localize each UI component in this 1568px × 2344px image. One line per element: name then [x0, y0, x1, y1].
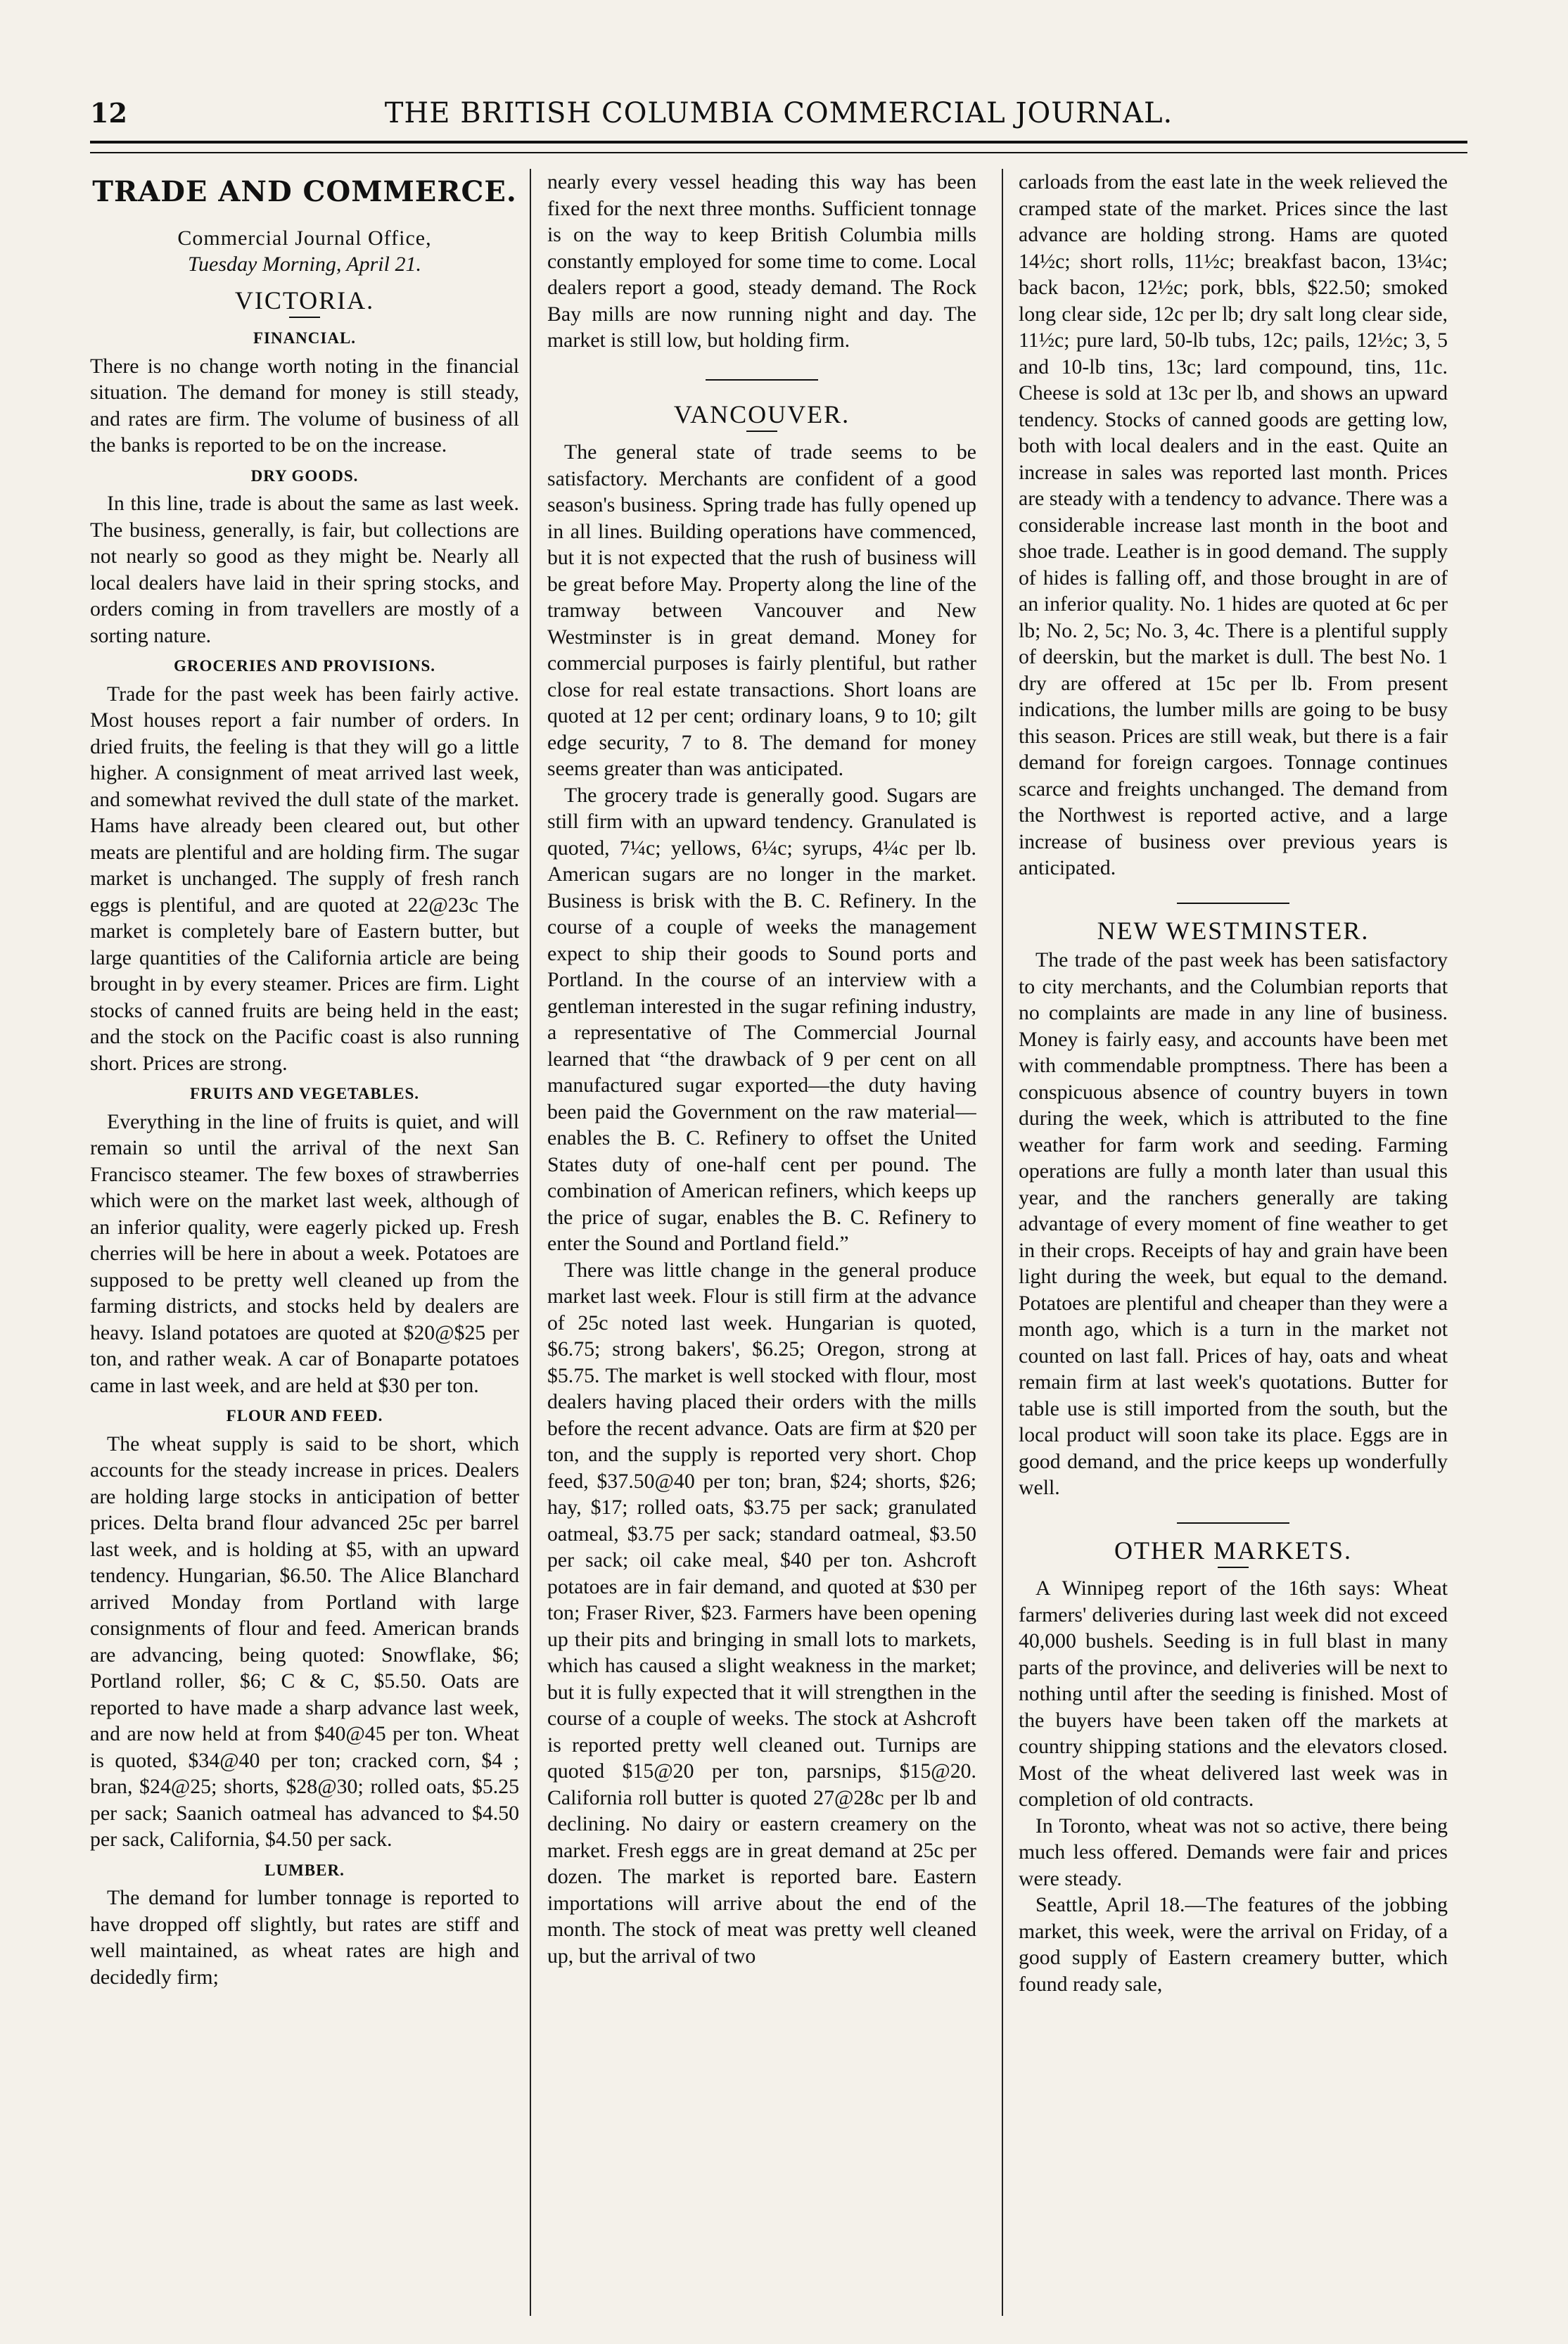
subhead-flour: FLOUR AND FEED. [226, 1407, 383, 1425]
column-1 [90, 169, 519, 2321]
paragraph-financial: There is no change worth noting in the financial situation. The demand for money is still steady, and rates are firm. The volume of business of all the banks is reported to be on the increase. [90, 354, 519, 457]
journal-title: THE BRITISH COLUMBIA COMMERCIAL JOURNAL. [384, 97, 1173, 129]
subhead-financial: FINANCIAL. [253, 329, 357, 347]
paragraph-toronto: In Toronto, wheat was not so active, there being much less offered. Demands were fair and prices were steady. [1019, 1814, 1448, 1890]
section-separator [706, 379, 818, 381]
subhead-fruits: FRUITS AND VEGETABLES. [190, 1085, 419, 1102]
city-heading-new-westminster: NEW WESTMINSTER. [1097, 916, 1370, 945]
paragraph-flour: The wheat supply is said to be short, which accounts for the steady increase in prices. Dealers are holding large stocks in anticipation of better prices. Delta brand flour advanced 25c per barrel last week, and is holding at $5, with an upward tendency. Hungarian, $6.50. The Alice Blanchard arrived Monday from Portland with large consignments of flour and feed. American brands are advancing, being quoted: Snowflake, $6; Portland roller, $6; C & C, $5.50. Oats are reported to have made a sharp advance last week, and are now held at from $40@45 per ton. Wheat is quoted, $34@40 per ton; cracked corn, $4 ; bran, $24@25; shorts, $28@30; rolled oats, $5.25 per sack; Saanich oatmeal has advanced to $4.50 per sack, California, $4.50 per sack. [90, 1432, 519, 1851]
header-rule-thick [90, 141, 1467, 144]
subhead-groceries: GROCERIES AND PROVISIONS. [174, 657, 435, 675]
paragraph-new-westminster: The trade of the past week has been satisfactory to city merchants, and the Columbian reports that no complaints are made in any line of business. Money is fairly easy, and accounts have been met with commendable promptness. There has been a conspicuous absence of country buyers in town during the week, which is attributed to the fine weather for farm work and seeding. Farming operations are fully a month later than usual this year, and the ranchers generally are taking advantage of every moment of fine weather to get in their crops. Receipts of hay and grain have been light during the week, but equal to the demand. Potatoes are plentiful and cheaper than they were a month ago, which is a turn in the market not counted on last fall. Prices of hay, oats and wheat remain firm at last week's quotations. Butter for table use is still imported from the south, but the local product will soon take its place. Eggs are in good demand, and the price keeps up wonderfully well. [1019, 948, 1448, 1499]
city-heading-vancouver: VANCOUVER. [673, 400, 850, 428]
subhead-dry-goods: DRY GOODS. [250, 466, 359, 485]
paragraph-vancouver-general: The general state of trade seems to be satisfactory. Merchants are confident of a good season's business. Spring trade has fully opened up in all lines. Building operations have commenced, but it is not expected that the rush of business will be great before May. Property along the line of the tramway between Vancouver and New Westminster is in great demand. Money for commercial purposes is fairly plentiful, but rather close for real estate transactions. Short loans are quoted at 12 per cent; ordinary loans, 9 to 10; gilt edge security, 7 to 8. The demand for money seems greater than was anticipated. [547, 440, 976, 780]
short-rule [1218, 1567, 1249, 1568]
dateline: Tuesday Morning, April 21. [188, 253, 421, 276]
paragraph-seattle: Seattle, April 18.—The features of the jobbing market, this week, were the arrival on Friday, of a good supply of Eastern creamery butter, which found ready sale, [1019, 1893, 1448, 1996]
paragraph-vancouver-produce: There was little change in the general produce market last week. Flour is still firm at the advance of 25c noted last week. Hungarian is quoted, $6.75; strong bakers', $6.25; Oregon, strong at $5.75. The market is well stocked with flour, most dealers having placed their orders with the mills before the recent advance. Oats are firm at $20 per ton, and the supply is reported very short. Chop feed, $37.50@40 per ton; bran, $24; shorts, $26; hay, $17; rolled oats, $3.75 per sack; granulated oatmeal, $3.75 per sack; standard oatmeal, $3.50 per sack; oil cake meal, $40 per ton. Ashcroft potatoes are in fair demand, and quoted at $30 per ton; Fraser River, $23. Farmers have been opening up their pits and bringing in small lots to markets, which has caused a slight weakness in the market; but it is fully expected that it will strengthen in the course of a couple of weeks. The stock at Ashcroft is reported pretty well cleaned out. Turnips are quoted $15@20 per ton, parsnips, $15@20. California roll butter is quoted 27@28c per lb and declining. No dairy or eastern creamery on the market. Fresh eggs are in great demand at 25c per dozen. The market is reported bare. Eastern importations will arrive about the end of the month. The stock of meat was pretty well cleaned up, but the arrival of two [547, 1258, 976, 1968]
page-header [90, 97, 1467, 139]
paragraph-lumber: The demand for lumber tonnage is reported to have dropped off slightly, but rates are stiff and well maintained, as wheat rates are high and decidedly firm; [90, 1886, 519, 1989]
city-heading-victoria: VICTORIA. [234, 286, 375, 314]
office-line: Commercial Journal Office, [177, 226, 432, 250]
short-rule [746, 431, 777, 432]
column-divider-2 [1002, 169, 1003, 2316]
column-3 [1019, 169, 1448, 2321]
paragraph-winnipeg: A Winnipeg report of the 16th says: Wheat farmers' deliveries during last week did not exceed 40,000 bushels. Seeding is in full blast in many parts of the province, and deliveries will be next to nothing until after the seeding is finished. Most of the buyers have been taken off the markets at country shipping stations and the elevators closed. Most of the wheat delivered last week was in completion of old contracts. [1019, 1577, 1448, 1811]
heading-other-markets: OTHER MARKETS. [1114, 1536, 1352, 1565]
page-number: 12 [90, 97, 127, 129]
paragraph-dry-goods: In this line, trade is about the same as last week. The business, generally, is fair, but collections are not nearly so good as they might be. Nearly all local dealers have laid in their spring stocks, and orders coming in from travellers are mostly of a sorting nature. [90, 492, 519, 647]
paragraph-vancouver-cont: carloads from the east late in the week relieved the cramped state of the market. Prices since the last advance are holding strong. Hams are quoted 14½c; short rolls, 11½c; breakfast bacon, 13¼c; back bacon, 12½c; pork, bbls, $22.50; smoked long clear side, 12c per lb; dry salt long clear side, 11½c; pure lard, 50-lb tubs, 12c; pails, 12½c; 3, 5 and 10-lb tins, 13c; lard compound, tins, 11c. Cheese is sold at 13c per lb, and shows an upward tendency. Stocks of canned goods are getting low, both with local dealers and in the east. Quite an increase in sales was reported last month. Prices are steady with a tendency to advance. There was a considerable increase last month in the boot and shoe trade. Leather is in good demand. The supply of hides is falling off, and those brought in are of an inferior quality. No. 1 hides are quoted at 6c per lb; No. 2, 5c; No. 3, 4c. There is a plentiful supply of deerskin, but the market is dull. The best No. 1 dry are offered at 15c per lb. From present indications, the lumber mills are going to be busy this season. Prices are still weak, but there is a fair demand for foreign cargoes. Tonnage continues scarce and freights unchanged. The demand from the Northwest is reported active, and a large increase of business over previous years is anticipated. [1019, 170, 1448, 879]
header-rule-thin [90, 152, 1467, 153]
section-separator [1177, 903, 1289, 904]
paragraph-groceries: Trade for the past week has been fairly active. Most houses report a fair number of orders. In dried fruits, the feeling is that they will go a little higher. A consignment of meat arrived last week, and somewhat revived the dull state of the market. Hams have already been cleared out, but other meats are plentiful and are holding firm. The sugar market is unchanged. The supply of fresh ranch eggs is plentiful, and are quoted at 22@23c The market is completely bare of Eastern butter, but large quantities of the California article are being brought in by every steamer. Prices are firm. Light stocks of canned fruits are being held in the east; and the stock on the Pacific coast is also running short. Prices are strong. [90, 682, 519, 1075]
section-heading-trade: TRADE AND COMMERCE. [92, 175, 517, 208]
paragraph-fruits: Everything in the line of fruits is quiet, and will remain so until the arrival of the next San Francisco steamer. The few boxes of strawberries which were on the market last week, although of an inferior quality, were eagerly picked up. Fresh cherries will be here in about a week. Potatoes are supposed to be pretty well cleaned up from the farming districts, and stocks held by dealers are heavy. Island potatoes are quoted at $20@$25 per ton, and rather weak. A car of Bonaparte potatoes came in last week, and are held at $30 per ton. [90, 1109, 519, 1397]
column-2 [547, 169, 976, 2321]
paragraph-vancouver-grocery: The grocery trade is generally good. Sugars are still firm with an upward tendency. Granulated is quoted, 7¼c; yellows, 6¼c; syrups, 4¼c per lb. American sugars are no longer in the market. Business is brisk with the B. C. Refinery. In the course of a couple of weeks the management expect to ship their goods to Sound ports and Portland. In the course of an interview with a gentleman interested in the sugar refining industry, a representative of The Commercial Journal learned that “the drawback of 9 per cent on all manufactured sugar exported—the duty having been paid the Government on the raw material—enables the B. C. Refinery to offset the United States duty of one-half cent per pound. The combination of American refiners, which keeps up the price of sugar, enables the B. C. Refinery to enter the Sound and Portland field.” [547, 783, 976, 1255]
paragraph-lumber-cont: nearly every vessel heading this way has been fixed for the next three months. Sufficient tonnage is on the way to keep British Columbia mills constantly employed for some time to come. Local dealers report a good, steady demand. The Rock Bay mills are now running night and day. The market is still low, but holding firm. [547, 170, 976, 352]
section-separator [1177, 1522, 1289, 1524]
short-rule [289, 317, 320, 318]
column-divider-1 [530, 169, 531, 2316]
subhead-lumber: LUMBER. [264, 1861, 345, 1879]
